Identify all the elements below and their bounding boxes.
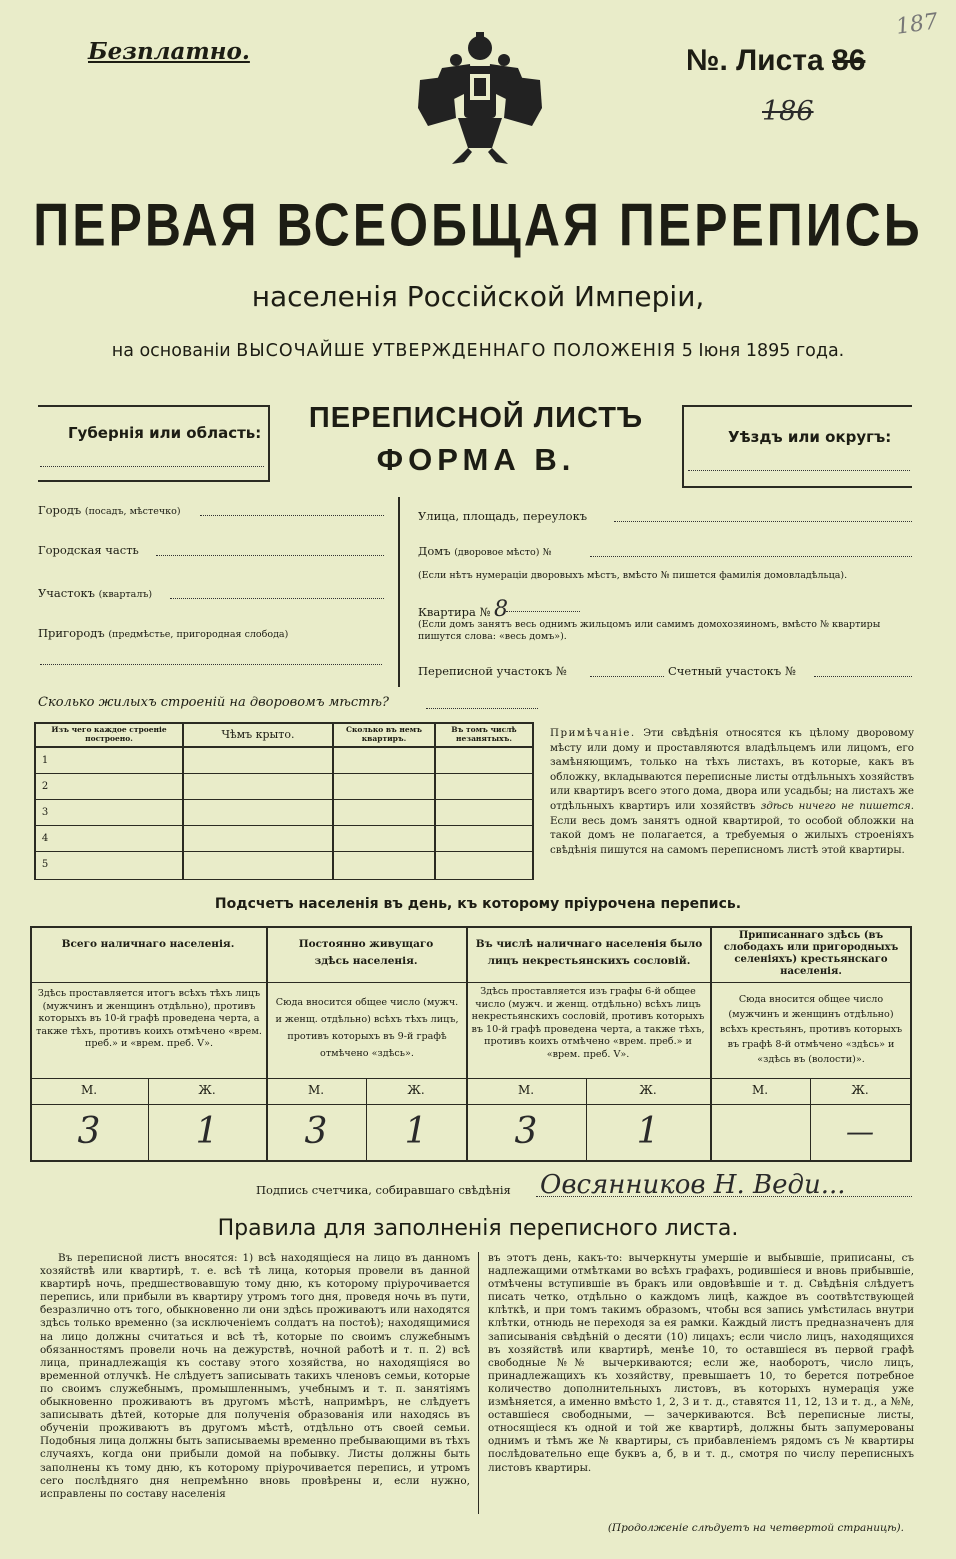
pop-col-1-desc: Здѣсь проставляется итогъ всѣхъ тѣхъ лицъ (мужчинъ и женщинъ отдѣльно), противъ которыхъ въ 10-й графѣ проведена черта, а также тѣхъ, противъ коихъ отмѣчено «врем. преб.» и «врем. преб. V». <box>36 988 262 1049</box>
page-title: ПЕРВАЯ ВСЕОБЩАЯ ПЕРЕПИСЬ <box>33 191 923 259</box>
buildings-col-material: Изъ чего каждое строеніе построено. <box>51 725 167 743</box>
page-subtitle: населенія Россійской Имперіи, <box>251 280 705 313</box>
pop-col-3-f-value[interactable]: 1 <box>636 1111 660 1152</box>
buildings-col-vacant: Въ томъ числѣ незанятыхъ. <box>451 725 517 743</box>
governorate-label: Губернія или область: <box>68 424 262 442</box>
pop-col-2-f-label: Ж. <box>407 1083 425 1097</box>
buildings-col-apartments: Сколько въ немъ квартиръ. <box>346 725 422 743</box>
sheet-title: ПЕРЕПИСНОЙ ЛИСТЪ <box>308 402 644 434</box>
note-block: Примѣчаніе. Эти свѣдѣнія относятся къ цѣлому дворовому мѣсту или дому и проставляются владѣльцемъ или лицомъ, его замѣняющимъ, только на тѣхъ листахъ, въ которые, какъ въ обложку, вкладываются переписные листы отдѣльныхъ хозяйствъ или квартиръ всего этого дома, двора или усадьбы; на листахъ же отдѣльныхъ квартиръ или хозяйствъ здѣсь ничего не пишется. Если весь домъ занятъ одной квартирой, то особой обложки на такой домъ не полагается, а требуемыя о жилыхъ строеніяхъ свѣдѣнія пишутся на самомъ переписномъ листѣ этой квартиры. <box>550 727 914 856</box>
pop-col-4-f-label: Ж. <box>851 1083 869 1097</box>
sheet-number-label: №. Листа 86 <box>686 44 866 77</box>
apartment-field[interactable]: Квартира № 8 <box>418 597 509 622</box>
pop-col-1-m-value[interactable]: 3 <box>77 1111 101 1152</box>
signature-value[interactable]: Овсянников Н. Веди... <box>540 1170 846 1200</box>
city-part-field[interactable]: Городская часть <box>38 543 139 557</box>
city-field[interactable]: Городъ (посадъ, мѣстечко) <box>38 503 181 517</box>
apartment-value: 8 <box>494 597 509 622</box>
pop-col-2-header: Постоянно живущаго здѣсь населенія. <box>298 938 434 967</box>
basis-line: на основаніи ВЫСОЧАЙШЕ УТВЕРЖДЕННАГО ПОЛОЖЕНІЯ 5 Іюня 1895 года. <box>111 341 845 361</box>
precinct-field[interactable]: Участокъ (кварталъ) <box>38 586 153 600</box>
suburb-field[interactable]: Пригородъ (предмѣстье, пригородная слобода) <box>38 626 289 640</box>
pop-col-4-header: Приписаннаго здѣсь (въ слободахъ или пригородныхъ селеніяхъ) крестьянскаго населенія. <box>723 930 899 977</box>
house-field[interactable]: Домъ (дворовое мѣсто) № <box>418 544 552 558</box>
counting-district-field[interactable]: Счетный участокъ № <box>668 664 796 678</box>
pop-col-3-desc: Здѣсь проставляется изъ графы 6-й общее число (мужч. и женщ. отдѣльно) всѣхъ лицъ некрестьянскихъ сословій, противъ которыхъ въ 10-й графѣ проведена черта, а также тѣхъ, противъ коихъ отмѣчено «врем. преб.» и «врем. преб. V». <box>471 986 705 1060</box>
census-district-field[interactable]: Переписной участокъ № <box>418 664 567 678</box>
house-note: (Если нѣтъ нумераціи дворовыхъ мѣстъ, вмѣсто № пишется фамилія домовладѣльца). <box>418 570 848 581</box>
free-label: Безплатно. <box>88 38 250 65</box>
buildings-col-roof: Чѣмъ крыто. <box>221 728 295 741</box>
rules-continued: (Продолженіе слѣдуетъ на четвертой страницѣ). <box>607 1522 904 1534</box>
sheet-number-struck: 86 <box>832 44 866 77</box>
rules-left-column: Въ переписной листъ вносятся: 1) всѣ находящіеся на лицо въ данномъ хозяйствѣ или квартирѣ, т. е. всѣ тѣ лица, которыя провели въ данной квартирѣ ночь, предшествовавшую тому дню, къ которому пріурочивается перепись, или прибыли въ квартиру утромъ того дня, проведя ночь въ пути, безразлично отъ того, обыкновенно ли они здѣсь проживаютъ или находятся здѣсь только временно (за исключеніемъ солдатъ на постоѣ); находящимися на лицо должны считаться и всѣ тѣ, которые по своимъ служебнымъ обязанностямъ провели ночь на дежурствѣ, ночной работѣ и т. п. 2) всѣ лица, принадлежащія къ составу этого хозяйства, но находящіяся во временной отлучкѣ. Не слѣдуетъ записывать такихъ членовъ семьи, которые по своимъ служебнымъ, промышленнымъ, учебнымъ и т. п. занятіямъ обыкновенно проживаютъ въ другомъ мѣстѣ, напримѣръ, не слѣдуетъ записывать дѣтей, которые для полученія образованія или находясь въ обученіи проживаютъ въ другомъ мѣстѣ, отдѣльно отъ своей семьи. Подобныя лица должны быть записываемы временно пребывающими въ тѣхъ случаяхъ, когда они прибыли домой на побывку. Листы должны быть заполнены къ тому дню, къ которому пріурочивается перепись, и утромъ сего послѣдняго дня непремѣнно вновь провѣрены и, если нужно, исправлены по составу населенія <box>40 1252 470 1500</box>
pop-col-1-f-label: Ж. <box>198 1083 216 1097</box>
buildings-row: 5 <box>41 859 49 870</box>
apartment-note: (Если домъ занятъ весь однимъ жильцомъ или самимъ домохозяиномъ, вмѣсто № квартиры пишутся слова: «весь домъ»). <box>418 619 881 642</box>
form-label: ФОРМА В. <box>376 442 576 477</box>
street-field[interactable]: Улица, площадь, переулокъ <box>418 509 588 523</box>
pop-col-3-header: Въ числѣ наличнаго населенія было лицъ некрестьянскихъ сословій. <box>475 938 703 967</box>
signature-label: Подпись счетчика, собиравшаго свѣдѣнія <box>256 1183 511 1197</box>
pop-col-3-f-label: Ж. <box>639 1083 657 1097</box>
buildings-row: 1 <box>41 755 49 766</box>
pop-col-4-desc: Сюда вносится общее число (мужчинъ и женщинъ отдѣльно) всѣхъ крестьянъ, противъ которыхъ въ графѣ 8-й отмѣчено «здѣсь» и «здѣсь въ (волости)». <box>719 994 903 1065</box>
buildings-question: Сколько жилыхъ строеній на дворовомъ мѣстѣ? <box>38 695 389 710</box>
buildings-row: 2 <box>41 781 49 792</box>
pop-col-2-m-label: М. <box>307 1083 325 1097</box>
pop-col-3-m-label: М. <box>517 1083 535 1097</box>
buildings-row: 4 <box>41 833 49 844</box>
imperial-eagle-icon <box>412 30 548 170</box>
rules-right-column: въ этотъ день, какъ-то: вычеркнуты умершіе и выбывшіе, приписаны, съ надлежащими отмѣтками во всѣхъ графахъ, родившіеся и вновь прибывшіе, отмѣчены вступившіе въ бракъ или овдовѣвшіе и т. д. Свѣдѣнія слѣдуетъ писать четко, отдѣльно о каждомъ лицѣ, каждое въ соотвѣтствующей клѣткѣ, и при томъ такимъ образомъ, чтобы вся запись умѣстилась внутри клѣтки, отнюдь не переходя за ея рамки. Каждый листъ предназначенъ для записыванія свѣдѣній о десяти (10) лицахъ; если число лицъ, находящихся въ хозяйствѣ или квартирѣ, менѣе 10, то оставшіеся въ первой графѣ свободные №№ вычеркиваются; если же, наоборотъ, число лицъ, принадлежащихъ къ хозяйству, превышаетъ 10, то берется потребное количество дополнительныхъ листовъ, въ которыхъ нумерація уже измѣняется, а именно вмѣсто 1, 2, 3 и т. д., ставятся 11, 12, 13 и т. д., а №№, оставшіеся свободными, — зачеркиваются. Всѣ переписные листы, относящіеся къ одной и той же квартирѣ, должны быть запумерованы однимъ и тѣмъ же № квартиры, съ прибавленіемъ рядомъ съ № квартиры послѣдовательно еще буквъ а, б, в и т. д., смотря по числу переписныхъ листовъ квартиры. <box>488 1252 914 1474</box>
population-table <box>30 926 912 1162</box>
rules-title: Правила для заполненія переписного листа. <box>217 1216 739 1241</box>
pop-col-1-header: Всего наличнаго населенія. <box>61 938 235 950</box>
pop-col-2-f-value[interactable]: 1 <box>404 1111 428 1152</box>
buildings-table <box>34 722 534 880</box>
note-title: Примѣчаніе. <box>550 727 636 739</box>
pop-col-3-m-value[interactable]: 3 <box>514 1111 538 1152</box>
district-label: Уѣздъ или округъ: <box>728 428 892 446</box>
pop-col-4-m-label: М. <box>751 1083 769 1097</box>
pop-col-2-m-value[interactable]: 3 <box>304 1111 328 1152</box>
pop-col-2-desc: Сюда вносится общее число (мужч. и женщ. отдѣльно) всѣхъ тѣхъ лицъ, противъ которыхъ въ 9-й графѣ отмѣчено «здѣсь». <box>275 997 459 1059</box>
sheet-number-handwritten: 186 <box>762 96 814 127</box>
pop-col-1-f-value[interactable]: 1 <box>195 1111 219 1152</box>
corner-note: 187 <box>894 9 940 40</box>
pop-col-1-m-label: М. <box>80 1083 98 1097</box>
pop-col-4-f-value[interactable]: — <box>846 1115 874 1148</box>
population-title: Подсчетъ населенія въ день, къ которому пріурочена перепись. <box>214 896 742 912</box>
buildings-row: 3 <box>41 807 49 818</box>
